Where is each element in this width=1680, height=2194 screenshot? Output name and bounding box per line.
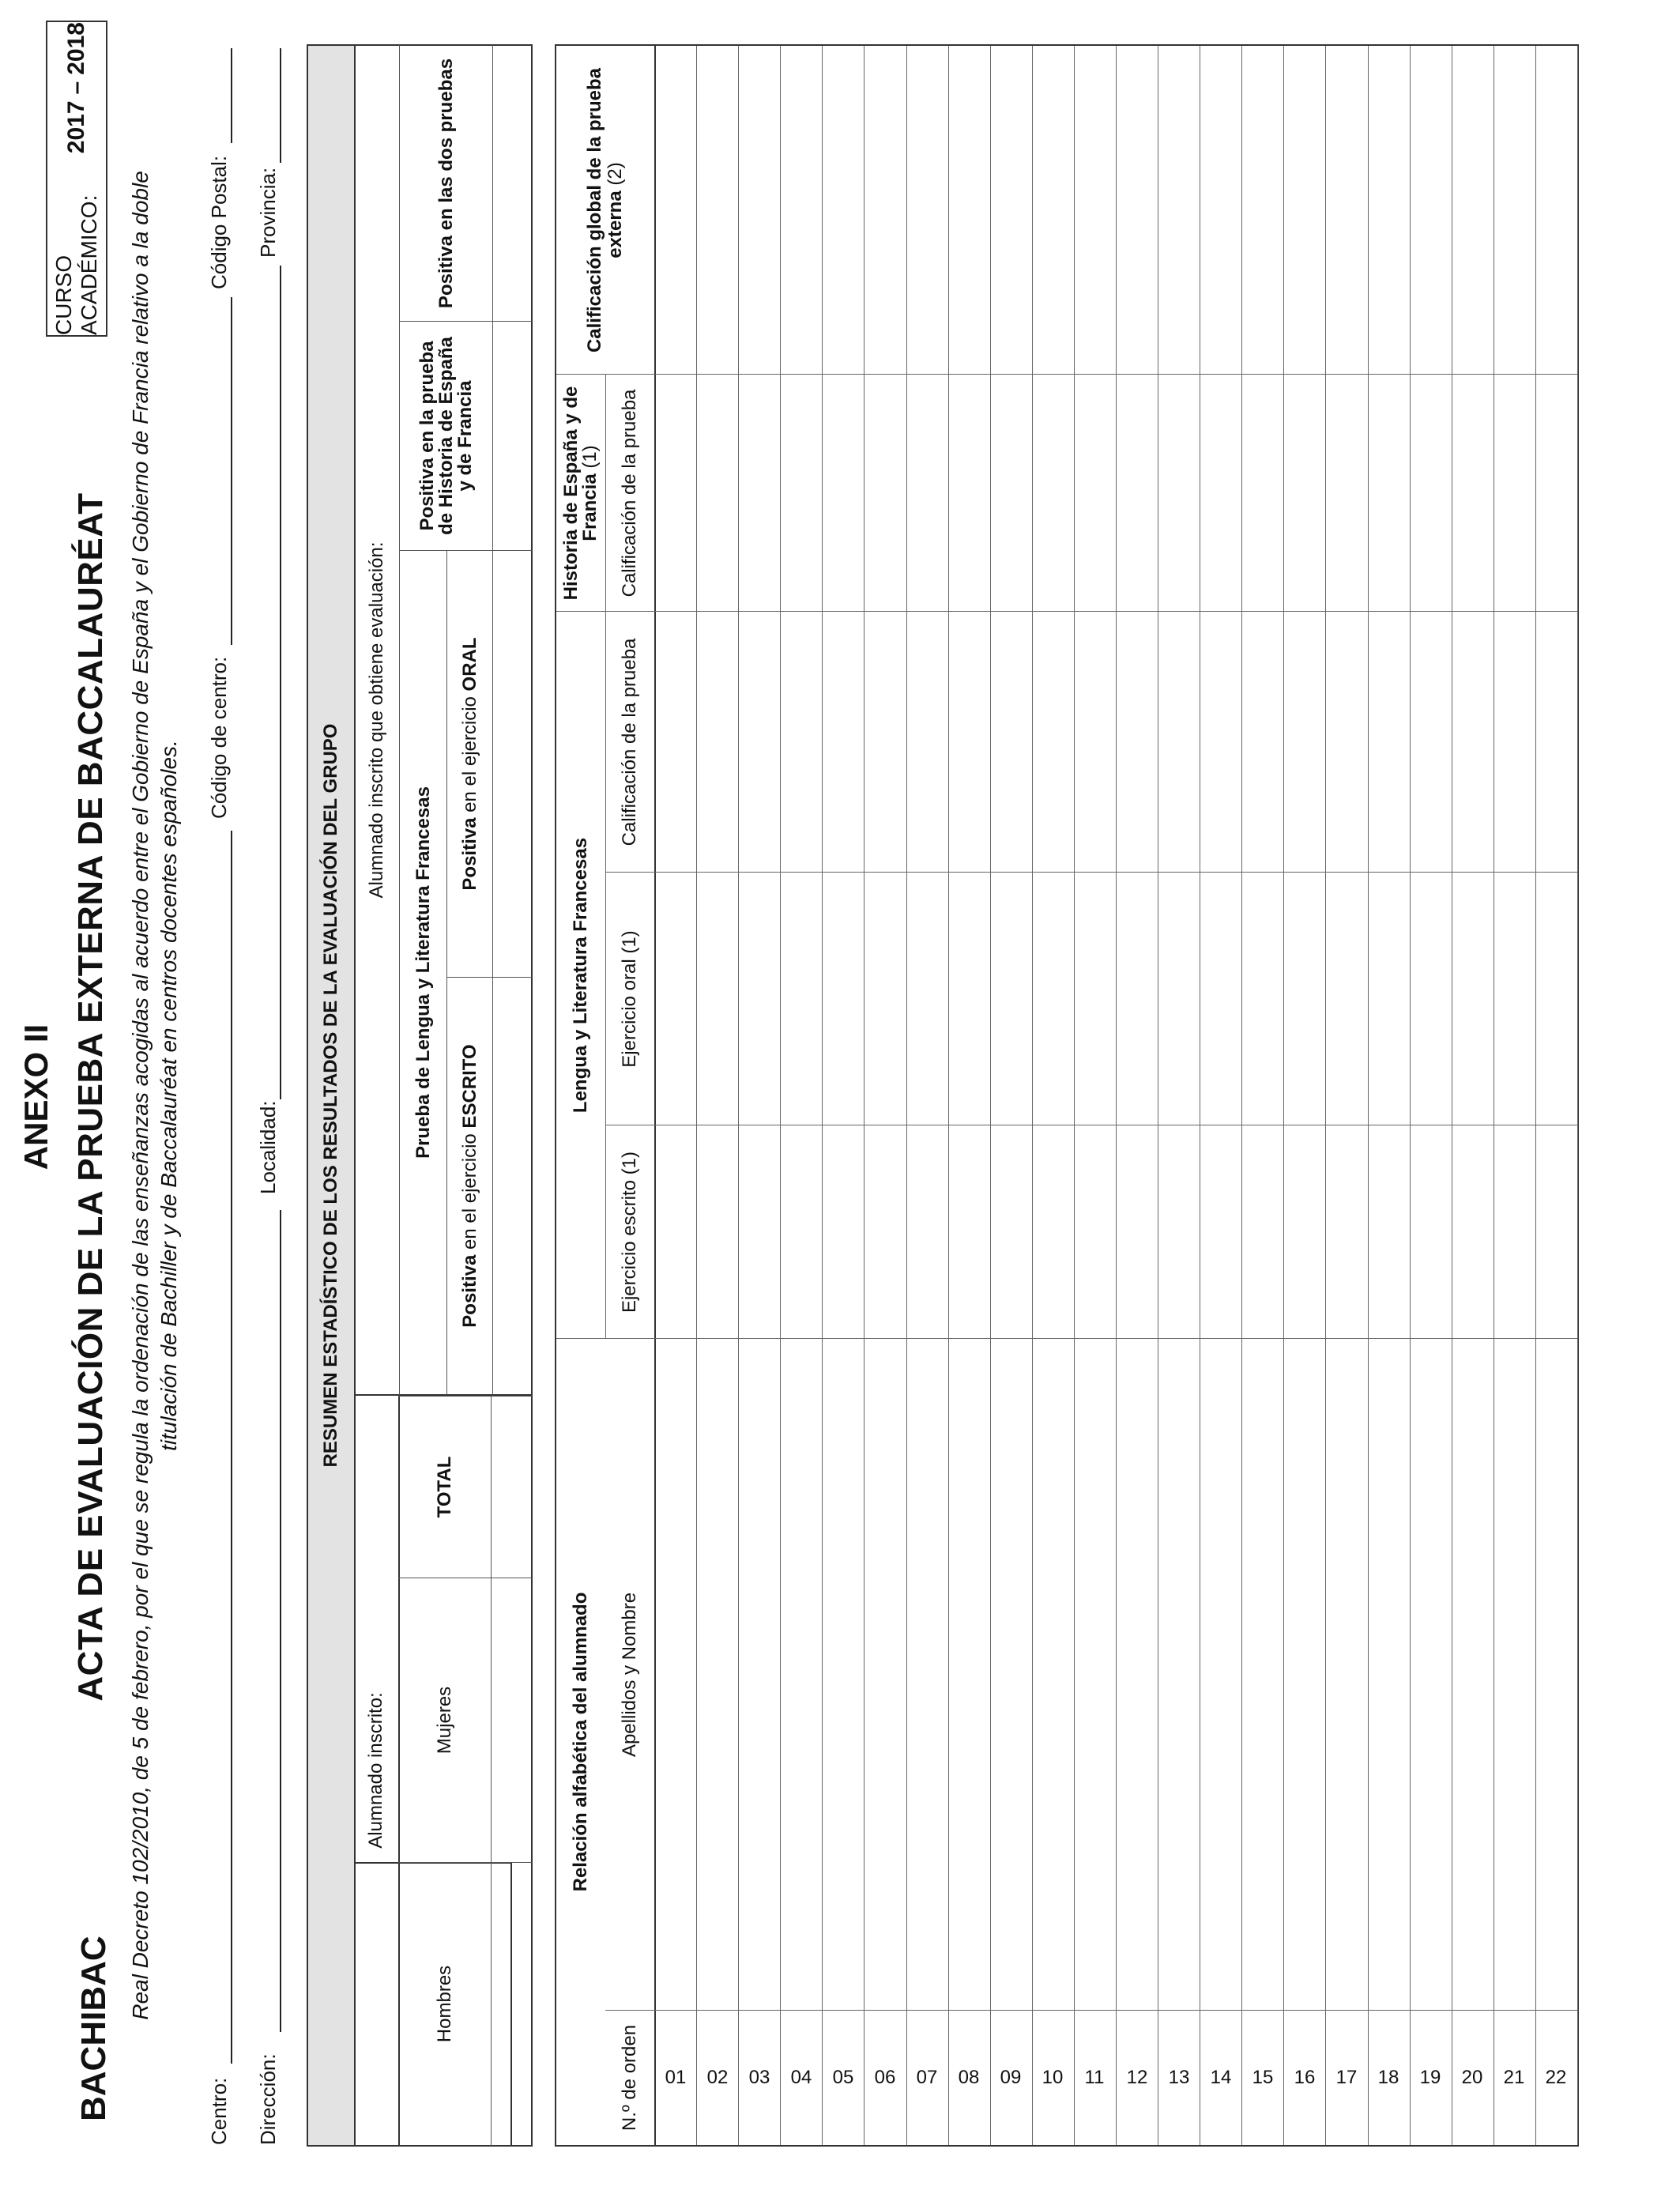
row-number: 17: [1335, 2067, 1358, 2088]
historia-positiva-header: [400, 321, 493, 550]
row-divider: [1283, 46, 1284, 2145]
col-divider: [556, 611, 1577, 612]
total-header: [398, 1396, 492, 1578]
hombres-header: [398, 1862, 492, 2147]
year-start: 2017: [63, 100, 89, 154]
direccion-label: Dirección:: [256, 2053, 280, 2145]
escrito-cell[interactable]: [493, 977, 533, 1396]
escrito-col-header: Ejercicio escrito (1): [619, 1151, 640, 1314]
obtiene-header: [354, 44, 400, 1396]
row-number: 13: [1168, 2067, 1189, 2088]
col-divider: [556, 1338, 1577, 1339]
mujeres-cell[interactable]: [492, 1578, 533, 1862]
program-name: BACHIBAC: [74, 1936, 113, 2121]
student-table: [555, 44, 1579, 2147]
decree-text: [126, 155, 183, 2036]
summary-inscrito-header: [354, 1396, 400, 2147]
prueba-lengua-header: [400, 550, 447, 1396]
centro-label: Centro:: [207, 2077, 231, 2145]
row-divider: [738, 46, 739, 2145]
mujeres-label: Mujeres: [433, 1686, 455, 1755]
row-number: 01: [665, 2067, 686, 2088]
provincia-field[interactable]: [280, 48, 281, 163]
centro-field[interactable]: [231, 831, 232, 2064]
row-number: 22: [1546, 2067, 1567, 2088]
ambas-cell[interactable]: [493, 44, 533, 321]
escrito-word: ESCRITO: [458, 1044, 480, 1129]
year-separator: –: [63, 81, 89, 95]
row-divider: [906, 46, 907, 2145]
total-cell[interactable]: [492, 1396, 533, 1578]
hombres-label: Hombres: [433, 1965, 455, 2043]
codigo-postal-field[interactable]: [231, 48, 232, 143]
lengua-calif-header: Calificación de la prueba: [619, 638, 640, 846]
academic-year-box: [46, 21, 107, 337]
header-bottom-line: [654, 46, 656, 2145]
apellidos-header: Apellidos y Nombre: [619, 1592, 640, 1758]
col-divider: [605, 872, 1577, 873]
escrito-header: [447, 977, 493, 1396]
row-divider: [822, 46, 823, 2145]
row-number: 11: [1084, 2067, 1105, 2088]
row-divider: [948, 46, 949, 2145]
year-end: 2018: [63, 22, 89, 75]
header-divider: [605, 375, 606, 1339]
row-divider: [1325, 46, 1326, 2145]
row-number: 09: [1000, 2067, 1022, 2088]
oral-pre: en el ejercicio: [458, 696, 480, 812]
escrito-pre: en el ejercicio: [458, 1133, 480, 1250]
total-label: TOTAL: [433, 1456, 455, 1518]
row-number: 06: [874, 2067, 896, 2088]
obtiene-label: Alumnado inscrito que obtiene evaluación:: [365, 541, 387, 899]
oral-word: ORAL: [458, 637, 480, 692]
provincia-label: Provincia:: [256, 167, 280, 258]
row-number: 08: [958, 2067, 980, 2088]
escrito-positiva: Positiva: [458, 1254, 480, 1328]
summary-title-bar: [307, 44, 356, 2147]
document-title: ACTA DE EVALUACIÓN DE LA PRUEBA EXTERNA DE BACCALAURÉAT: [71, 492, 110, 1702]
col-divider: [605, 2010, 1577, 2011]
row-number: 21: [1504, 2067, 1525, 2088]
row-number: 20: [1461, 2067, 1483, 2088]
oral-positiva: Positiva: [458, 817, 480, 891]
codigo-centro-label: Código de centro:: [207, 656, 231, 819]
row-divider: [1577, 46, 1578, 2145]
relacion-header: Relación alfabética del alumnado: [570, 1592, 591, 1892]
lengua-header: Lengua y Literatura Francesas: [570, 837, 591, 1114]
oral-header: [447, 550, 493, 977]
codigo-postal-label: Código Postal:: [207, 155, 231, 289]
row-divider: [696, 46, 697, 2145]
row-number: 12: [1126, 2067, 1147, 2088]
row-number: 15: [1252, 2067, 1274, 2088]
row-divider: [1535, 46, 1536, 2145]
oral-col-header: Ejercicio oral (1): [619, 930, 640, 1068]
row-divider: [1032, 46, 1033, 2145]
row-divider: [1116, 46, 1117, 2145]
academic-year-label: CURSO ACADÉMICO:: [51, 194, 101, 335]
historia-calif-header: Calificación de la prueba: [619, 389, 640, 598]
col-divider: [556, 374, 1577, 375]
mujeres-header: [398, 1578, 492, 1862]
historia-cell[interactable]: [493, 321, 533, 550]
localidad-label: Localidad:: [256, 1100, 280, 1194]
annex-title: ANEXO II: [17, 1023, 55, 1171]
summary-title: RESUMEN ESTADÍSTICO DE LOS RESULTADOS DE LA EVALUACIÓN DEL GRUPO: [320, 723, 341, 1468]
direccion-field[interactable]: [280, 1210, 281, 2032]
historia-header-note: (1): [579, 445, 601, 469]
row-divider: [1074, 46, 1075, 2145]
codigo-centro-field[interactable]: [231, 297, 232, 645]
oral-cell[interactable]: [493, 550, 533, 977]
row-divider: [1368, 46, 1369, 2145]
decree-line-2: titulación de Bachiller y de Baccalauréat en centros docentes españoles.: [156, 740, 181, 1451]
global-header-label: Calificación global de la prueba externa: [584, 67, 626, 353]
row-number: 14: [1210, 2067, 1232, 2088]
row-number: 19: [1419, 2067, 1441, 2088]
row-divider: [1410, 46, 1411, 2145]
historia-positiva-label: Positiva en la prueba de Historia de España y de Francia: [416, 337, 476, 535]
global-header: [556, 46, 654, 375]
hombres-cell[interactable]: [492, 1862, 533, 2147]
historia-header-label: Historia de España y de Francia: [560, 386, 601, 601]
row-number: 02: [706, 2067, 728, 2088]
inscrito-label: Alumnado inscrito:: [365, 1692, 386, 1849]
row-divider: [990, 46, 991, 2145]
row-number: 10: [1042, 2067, 1064, 2088]
historia-header: [556, 375, 605, 612]
decree-line-1: Real Decreto 102/2010, de 5 de febrero, por el que se regula la ordenación de las enseñanzas acogidas al acuerdo entre el Gobierno de España y el Gobierno de Francia relativo a la doble: [128, 171, 153, 2020]
row-number: 07: [916, 2067, 938, 2088]
row-number: 18: [1377, 2067, 1399, 2088]
row-divider: [780, 46, 781, 2145]
ambas-header: [400, 44, 493, 321]
global-header-note: (2): [605, 162, 626, 186]
row-number: 05: [832, 2067, 854, 2088]
ambas-label: Positiva en las dos pruebas: [435, 58, 457, 309]
row-number: 04: [790, 2067, 812, 2088]
row-divider: [1241, 46, 1242, 2145]
n-orden-header: N.º de orden: [619, 2024, 640, 2132]
localidad-field[interactable]: [280, 266, 281, 1099]
prueba-lengua-label: Prueba de Lengua y Literatura Francesas: [412, 786, 434, 1159]
row-number: 16: [1294, 2067, 1316, 2088]
row-number: 03: [748, 2067, 770, 2088]
